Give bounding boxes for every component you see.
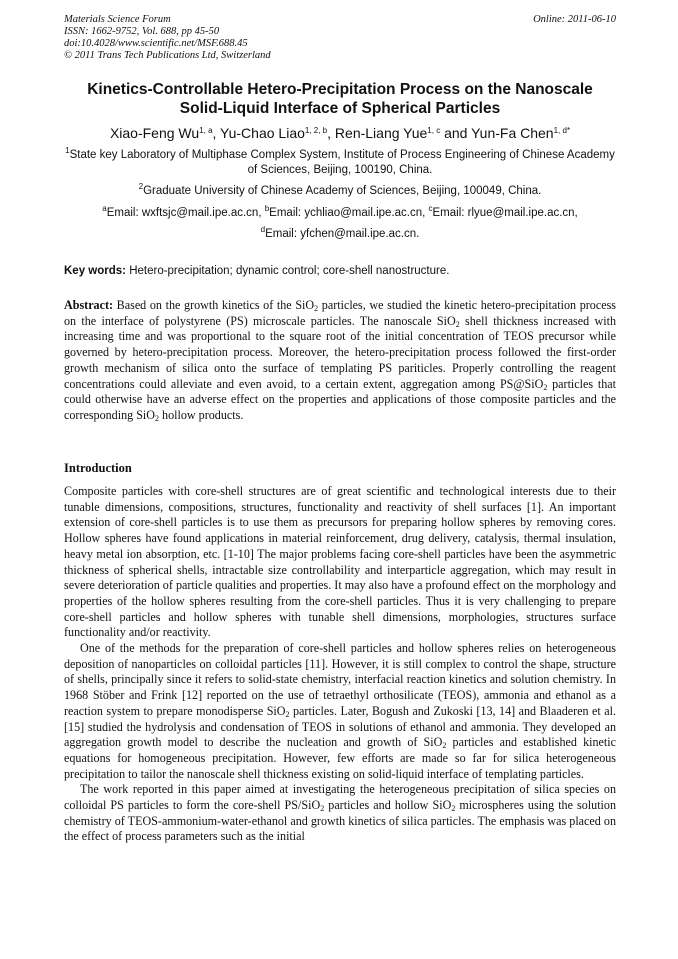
subscript: 2 [320, 804, 325, 814]
email-d: Email: yfchen@mail.ipe.ac.cn. [265, 228, 420, 240]
keywords-text: Hetero-precipitation; dynamic control; core-shell nanostructure. [126, 265, 450, 277]
email-line [64, 206, 616, 221]
subscript: 2 [543, 382, 548, 392]
abstract [64, 298, 616, 424]
subscript: 2 [442, 741, 447, 751]
paragraph-text: particles. Later, Bogush and Zukoski [13, 14] and Blaaderen et al. [15] studied the hydrolysis and condensation of TEOS in solutions of ethanol and ammonia. They developed an aggregation growth model to describe the nucleation and growth of SiO [64, 703, 616, 750]
paragraph-text: The work reported in this paper aimed at investigating the heterogeneous precipitation of silica species on colloidal PS particles to form the core-shell PS/SiO [64, 782, 616, 813]
journal-header [64, 14, 616, 62]
title-line-1: Kinetics-Controllable Hetero-Precipitation Process on the Nanoscale [87, 81, 593, 98]
author-name: Xiao-Feng Wu [109, 125, 200, 141]
affiliation-text: State key Laboratory of Multiphase Complex System, Institute of Process Engineering of Chinese Academy of Sciences, Beijing, 100190, China. [69, 149, 615, 176]
subscript: 2 [451, 804, 456, 814]
email-b: Email: ychliao@mail.ipe.ac.cn, [269, 207, 429, 219]
email-c: Email: rlyue@mail.ipe.ac.cn, [432, 207, 578, 219]
email-line-2 [64, 227, 616, 242]
author-separator: and [440, 125, 472, 141]
subscript: 2 [455, 319, 460, 329]
email-mark: d [260, 225, 266, 234]
paragraph-text: microspheres using the solution chemistry of TEOS-ammonium-water-ethanol and growth kinetics of silica particles. The emphasis was placed on the effect of process parameters such as the initial [64, 798, 617, 844]
author-affiliation-mark: 1, c [427, 126, 441, 135]
keywords [64, 264, 616, 279]
affiliation-mark: 2 [138, 182, 144, 191]
doi-line: doi:10.4028/www.scientific.net/MSF.688.45 [64, 38, 248, 49]
paragraph [64, 641, 616, 782]
paragraph [64, 782, 616, 845]
subscript: 2 [155, 413, 160, 423]
journal-name: Materials Science Forum [64, 14, 171, 25]
paper-title [64, 80, 616, 118]
author-separator: , [212, 125, 221, 141]
email-mark: b [264, 204, 270, 213]
keywords-label: Key words: [64, 265, 126, 277]
affiliation-text: Graduate University of Chinese Academy of Sciences, Beijing, 100049, China. [143, 185, 542, 197]
author-affiliation-mark: 1, a [199, 126, 213, 135]
abstract-text: hollow products. [159, 407, 244, 422]
author-name: Yu-Chao Liao [220, 125, 305, 141]
author-list [64, 124, 616, 142]
author-affiliation-mark: 1, d* [553, 126, 571, 135]
author-name: Yun-Fa Chen [471, 125, 554, 141]
copyright-line: © 2011 Trans Tech Publications Ltd, Switzerland [64, 50, 271, 61]
introduction-body [64, 484, 616, 845]
title-line-2: Solid-Liquid Interface of Spherical Particles [179, 100, 501, 117]
section-heading-introduction: Introduction [64, 461, 132, 475]
abstract-text: particles, we studied the kinetic hetero-precipitation process on the interface of polystyrene (PS) microscale particles. The nanoscale SiO [64, 298, 616, 328]
abstract-label: Abstract: [64, 298, 114, 312]
email-a: Email: wxftsjc@mail.ipe.ac.cn, [106, 207, 265, 219]
issn-line: ISSN: 1662-9752, Vol. 688, pp 45-50 [64, 26, 220, 37]
author-name: Ren-Liang Yue [334, 125, 428, 141]
paragraph-text: One of the methods for the preparation of core-shell particles and hollow spheres relies on heterogeneous deposition of nanoparticles on colloidal particles [11]. However, it is still complex to control the shape, structure of shells, principally since it refers to solid-state chemistry, interfacial reaction kinetics and solution chemistry. In 1968 Stöber and Frink [12] reported on the use of tetraethyl orthosilicate (TEOS), ammonia and ethanol as a reaction system to prepare monodisperse SiO [64, 641, 616, 718]
abstract-text: shell thickness increased with increasing time and was proportional to the square root of the initial concentration of TEOS precursor while governed by hetero-precipitation process. Moreover, the hetero-precipitation process followed the first-order growth mechanism of silica onto the surface of templating PS pariticles. Properly controlling the reagent concentrations could alleviate and even avoid, to a certain extent, aggregation among PS@SiO [64, 313, 616, 391]
paragraph: Composite particles with core-shell structures are of great scientific and technological interests due to their tunable dimensions, compositions, structures, functionality and reactivity of shell surfaces [1]. An important extension of core-shell particles is to use them as precursors for preparing hollow spheres by removing cores. Hollow spheres have found applications in material reinforcement, drug delivery, catalysis, thermal insulation, heavy metal ion absorption, etc. [1-10] The major problems facing core-shell particles have been the asymmetric thickness of spherical shells, intractable size controllability and interparticle aggregation, which may result in severe deterioration of particle qualities and properties. It may also have a profound effect on the morphology and properties of the hollow spheres resulting from the core-shell particles. Thus it is very challenging to prepare core-shell particles and hollow spheres with tunable shell dimensions, morphologies, structures surface functionality and/or reactivity. [64, 484, 616, 640]
author-affiliation-mark: 1, 2, b [304, 126, 328, 135]
subscript: 2 [314, 304, 319, 313]
subscript: 2 [285, 709, 290, 719]
abstract-text: particles that could otherwise have an adverse effect on the properties and applications of those composite particles and the corresponding SiO [64, 376, 616, 422]
abstract-text: Based on the growth kinetics of the SiO [113, 298, 315, 312]
author-separator: , [327, 125, 335, 141]
paragraph-text: particles and established kinetic equations for homogeneous precipitation. However, few efforts are made so far for silica heterogeneous precipitation to tailor the nanoscale shell thickness existing on solid-liquid interface of templating particles. [64, 735, 616, 781]
affiliation-1 [64, 148, 616, 178]
email-mark: c [428, 204, 433, 213]
affiliation-mark: 1 [65, 146, 70, 155]
affiliation-2 [64, 184, 616, 199]
online-date: Online: 2011-06-10 [533, 14, 616, 25]
paragraph-text: particles and hollow SiO [324, 798, 452, 813]
email-mark: a [102, 204, 107, 213]
